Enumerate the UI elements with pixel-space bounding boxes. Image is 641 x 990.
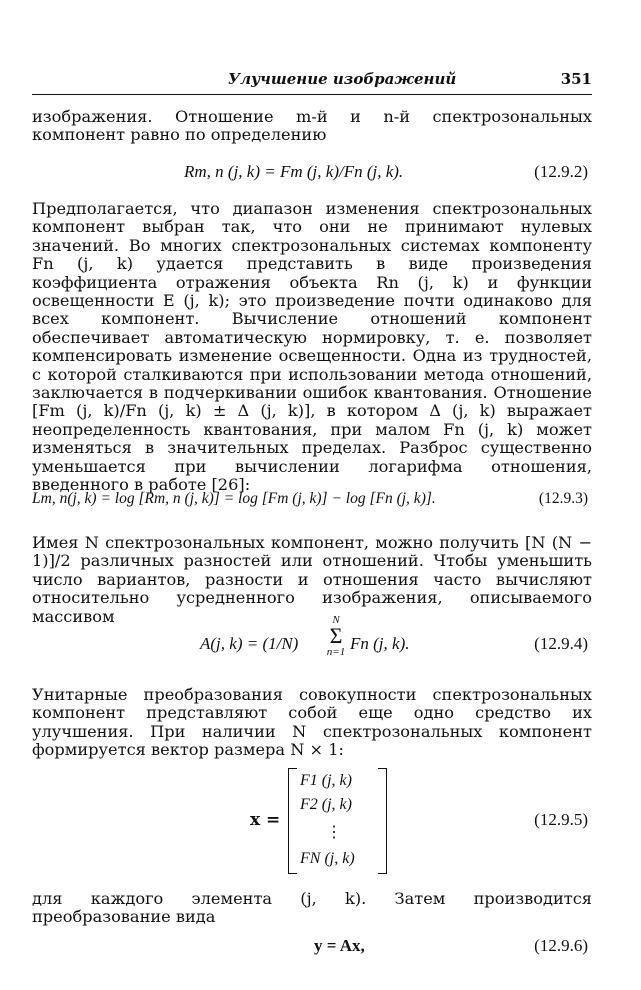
equation-12-9-4 [32,634,592,656]
chapter-title: Улучшение изображений [228,70,457,88]
equation-12-9-3 [32,490,592,512]
equation-number: (12.9.6) [534,936,588,955]
paragraph-3: Имея N спектрозональных компонент, можно получить [N (N − 1)]/2 различных разностей или отношений. Чтобы уменьшить число вариантов, разности и отношения часто вычисляют относительно усредненного изображения, описываемого массивом [32,533,592,626]
vector-row: F2 (j, k) [300,796,352,813]
equation-rhs: Fn (j, k). [350,634,410,653]
page-number: 351 [560,70,592,88]
paragraph-5: для каждого элемента (j, k). Затем производится преобразование вида [32,889,592,927]
equation-12-9-2 [32,162,592,184]
equation-expression: Rm, n (j, k) = Fm (j, k)/Fn (j, k). [184,162,404,181]
equation-number: (12.9.2) [534,162,588,181]
equation-expression: Lm, n(j, k) = log [Rm, n (j, k)] = log [Fm (j, k)] − log [Fn (j, k)]. [32,490,436,507]
equation-expression: y = Ax, [314,936,365,955]
sum-symbol: Σ [329,623,343,648]
equation-12-9-5 [32,810,592,832]
equation-lhs: A(j, k) = (1/N) [200,634,299,653]
paragraph-1: изображения. Отношение m-й и n-й спектрозональных компонент равно по определению [32,107,592,145]
vector-ellipsis: ⋮ [326,824,342,841]
vector-row: F1 (j, k) [300,772,352,789]
paragraph-2: Предполагается, что диапазон изменения спектрозональных компонент выбран так, что они не принимают нулевых значений. Во многих спектрозональных системах компоненту Fn (j, k) удается представить в виде произведения коэффициента отражения объекта Rn (j, k) и функции освещенности E (j, k); это произведение почти одинаково для всех компонент. Вычисление отношений компонент обеспечивает автоматическую нормировку, т. е. позволяет компенсировать изменение освещенности. Одна из трудностей, с которой сталкиваются при использовании метода отношений, заключается в подчеркивании ошибок квантования. Отношение [Fm (j, k)/Fn (j, k) ± Δ (j, k)], в котором Δ (j, k) выражает неопределенность квантования, при малом Fn (j, k) может изменяться в значительных пределах. Разброс существенно уменьшается при вычислении логарифма отношения, введенного в работе [26]: [32,199,592,495]
equation-12-9-6 [32,936,592,958]
running-header [32,70,592,92]
vector-lhs: x = [250,810,281,830]
summation-operator [326,614,346,658]
equation-number: (12.9.5) [534,810,588,829]
sum-lower-limit: n=1 [326,646,346,658]
header-rule [32,94,592,95]
paragraph-4: Унитарные преобразования совокупности спектрозональных компонент представляют собой еще одно средство их улучшения. При наличии N спектрозональных компонент формируется вектор размера N × 1: [32,685,592,760]
sum-upper-limit: N [332,614,340,626]
vector-row: FN (j, k) [300,850,355,867]
equation-number: (12.9.4) [534,634,588,653]
equation-number: (12.9.3) [538,490,588,507]
